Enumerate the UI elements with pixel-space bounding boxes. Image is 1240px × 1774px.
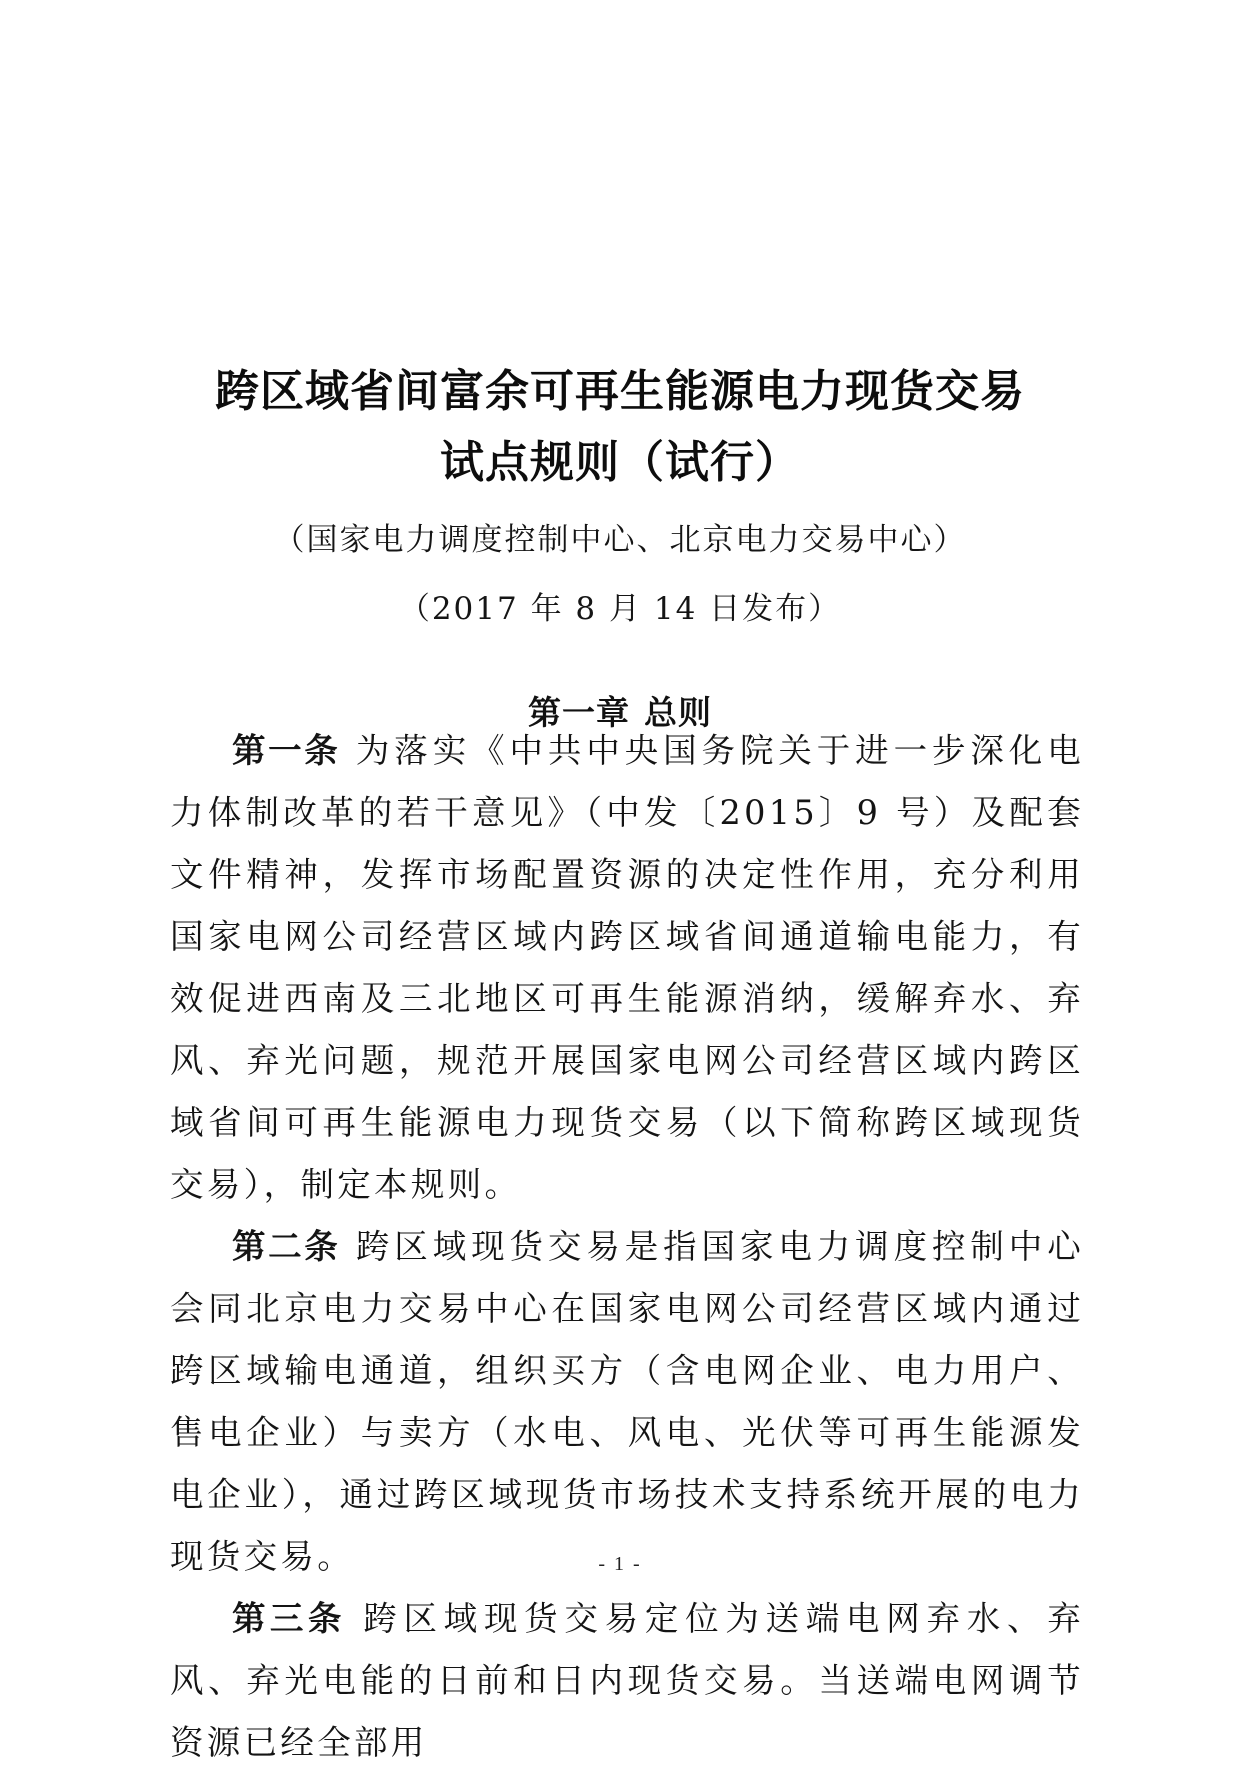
- article-1: [170, 720, 1084, 1216]
- article-label: 第二条: [232, 1227, 341, 1266]
- article-2: [170, 1216, 1084, 1588]
- body-text: [170, 720, 1084, 1774]
- chapter-number: 第一章: [528, 693, 630, 732]
- document-title-line1: 跨区域省间富余可再生能源电力现货交易: [215, 366, 1025, 417]
- document-title-line2: 试点规则（试行）: [440, 437, 800, 488]
- page-number: - 1 -: [598, 1553, 642, 1575]
- article-text: 跨区域现货交易定位为送端电网弃水、弃风、弃光电能的日前和日内现货交易。当送端电网调节资源已经全部用: [170, 1599, 1085, 1762]
- release-date-line: （2017 年 8 月 14 日发布）: [398, 591, 842, 627]
- article-label: 第三条: [232, 1599, 346, 1638]
- article-3: [170, 1588, 1084, 1774]
- issuer-line: （国家电力调度控制中心、北京电力交易中心）: [273, 522, 967, 558]
- chapter-name: 总则: [644, 693, 712, 732]
- article-text: 跨区域现货交易是指国家电力调度控制中心会同北京电力交易中心在国家电网公司经营区域内通过跨区域输电通道，组织买方（含电网企业、电力用户、售电企业）与卖方（水电、风电、光伏等可再生能源发电企业），通过跨区域现货市场技术支持系统开展的电力现货交易。: [170, 1227, 1085, 1576]
- article-text: 为落实《中共中央国务院关于进一步深化电力体制改革的若干意见》（中发〔2015〕9 号）及配套文件精神，发挥市场配置资源的决定性作用，充分利用国家电网公司经营区域内跨区域省间通道输电能力，有效促进西南及三北地区可再生能源消纳，缓解弃水、弃风、弃光问题，规范开展国家电网公司经营区域内跨区域省间可再生能源电力现货交易（以下简称跨区域现货交易），制定本规则。: [170, 731, 1085, 1204]
- article-label: 第一条: [232, 731, 341, 770]
